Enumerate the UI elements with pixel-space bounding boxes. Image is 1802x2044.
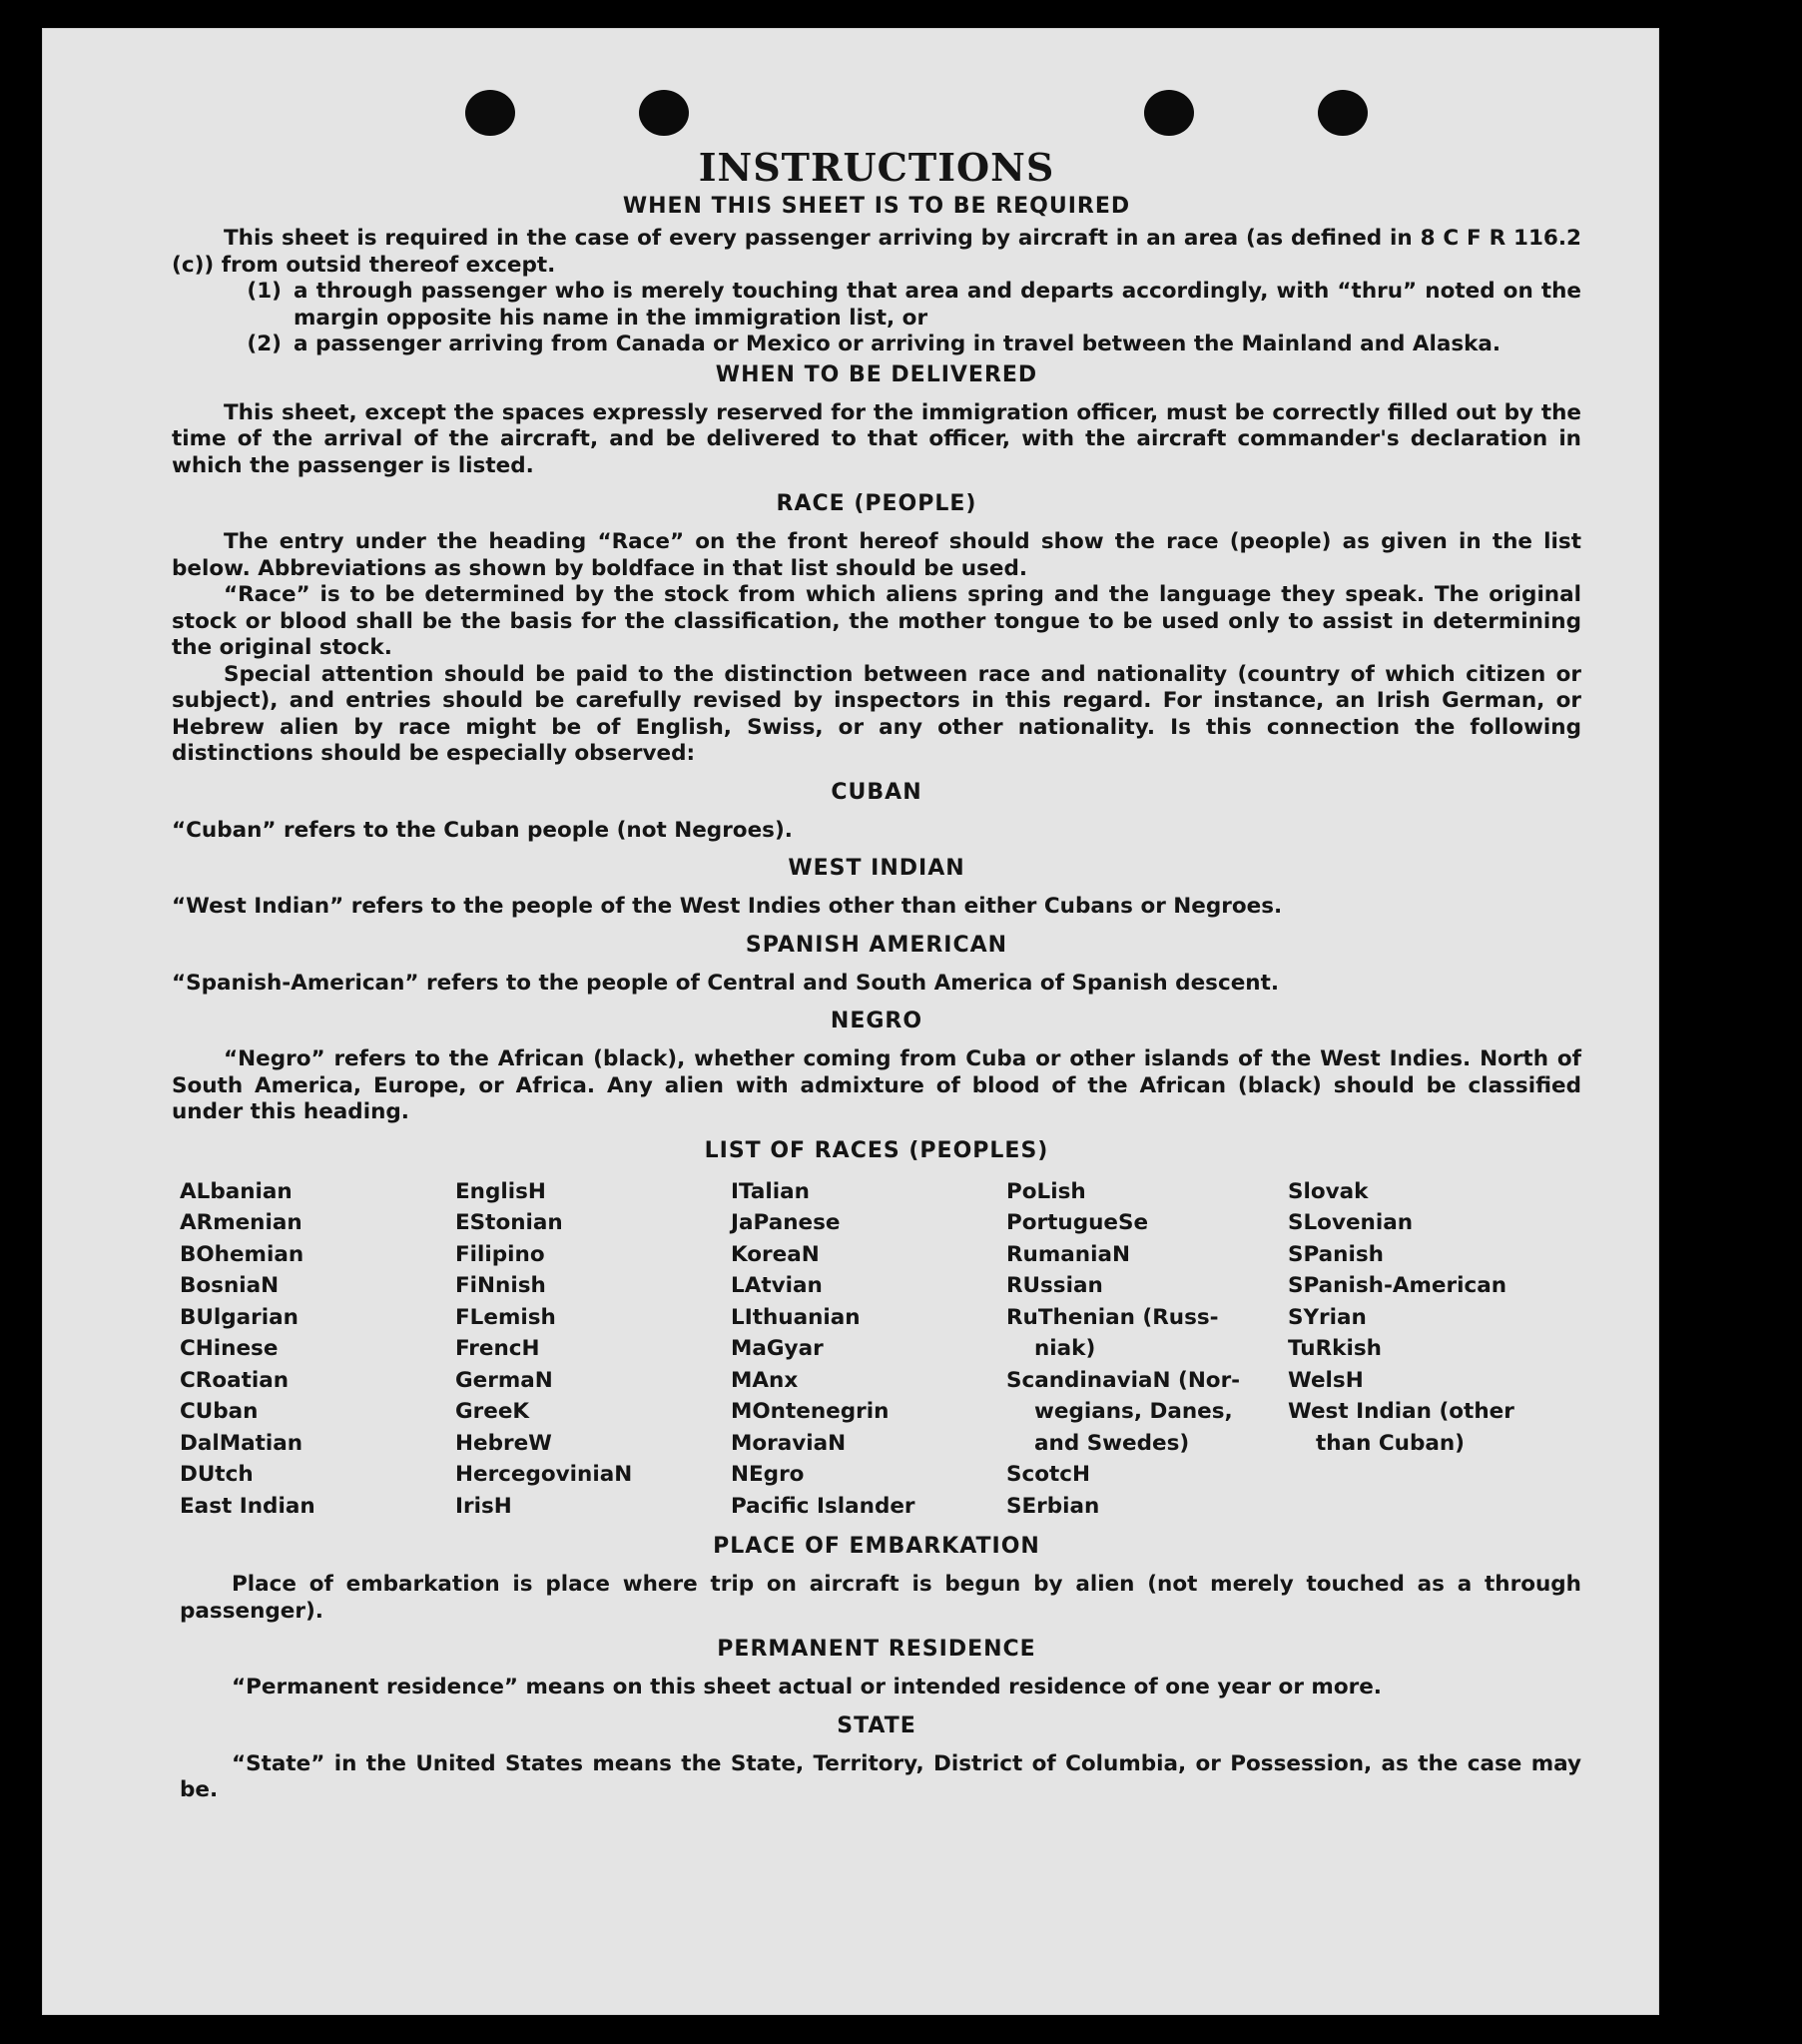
race-entry: and Swedes) — [1034, 1430, 1190, 1456]
race-entry — [1288, 1491, 1589, 1523]
race-entry: HercegoviniaN — [455, 1462, 633, 1487]
section-heading: STATE — [837, 1712, 916, 1738]
race-entry: RuThenian (Russ- — [1006, 1304, 1219, 1330]
section-paragraph: Special attention should be paid to the distinction between race and nationality (country of which citizen or subject), and entries should be carefully revised by inspectors in this regard. For instance, an Irish German, or Hebrew alien by race might be of English, Swiss, or any other nationality. Is this connection the following distinctions should be especially observed: — [172, 661, 1581, 766]
section-heading: WHEN THIS SHEET IS TO BE REQUIRED — [622, 194, 1131, 219]
section-heading: LIST OF RACES (PEOPLES) — [704, 1137, 1049, 1163]
punch-hole — [639, 90, 689, 136]
race-entry: SLovenian — [1288, 1210, 1414, 1235]
race-entry: ALbanian — [180, 1178, 293, 1204]
page-title: INSTRUCTIONS — [698, 145, 1055, 190]
punch-hole — [1144, 90, 1194, 136]
race-entry: EnglisH — [455, 1178, 546, 1204]
race-entry — [1288, 1459, 1589, 1491]
race-entry: NEgro — [731, 1462, 805, 1487]
race-entry: PortugueSe — [1006, 1210, 1149, 1235]
document-body — [172, 146, 1581, 1804]
section-paragraph: “Cuban” refers to the Cuban people (not Negroes). — [172, 817, 793, 843]
exception-number: (2) — [247, 332, 282, 356]
section-heading: RACE (PEOPLE) — [776, 491, 977, 516]
section-heading: CUBAN — [831, 779, 922, 805]
section-paragraph: “Permanent residence” means on this sheet actual or intended residence of one year or more. — [232, 1675, 1382, 1700]
race-entry: DalMatian — [180, 1430, 303, 1456]
race-entry: MoraviaN — [731, 1430, 847, 1456]
race-entry: BosniaN — [180, 1273, 280, 1298]
exception-item — [172, 332, 1581, 358]
race-entry: BOhemian — [180, 1241, 304, 1267]
race-entry: JaPanese — [731, 1210, 841, 1235]
exception-item — [172, 279, 1581, 332]
race-entry: LAtvian — [731, 1273, 823, 1298]
race-entry: CHinese — [180, 1336, 279, 1361]
race-entry: MOntenegrin — [731, 1399, 890, 1424]
race-entry: niak) — [1034, 1336, 1096, 1361]
race-entry: ITalian — [731, 1178, 810, 1204]
race-entry: than Cuban) — [1316, 1430, 1465, 1456]
section-paragraph: The entry under the heading “Race” on the front hereof should show the race (people) as given in the list below. Abbreviations as shown by boldface in that list should be used. — [172, 529, 1581, 581]
section-paragraph: “West Indian” refers to the people of the West Indies other than either Cubans or Negroes. — [172, 894, 1283, 919]
race-entry: EStonian — [455, 1210, 563, 1235]
section-paragraph: “Spanish-American” refers to the people of Central and South America of Spanish descent. — [172, 970, 1280, 996]
section-paragraph: Place of embarkation is place where trip on aircraft is begun by alien (not merely touched as a through passenger). — [180, 1572, 1581, 1624]
section-paragraph: “Race” is to be determined by the stock from which aliens spring and the language they speak. The original stock or blood shall be the basis for the classification, the mother tongue to be used only to assist in determining the original stock. — [172, 582, 1581, 660]
race-entry: ScandinaviaN (Nor- — [1006, 1367, 1241, 1393]
race-entry: FiNnish — [455, 1273, 546, 1298]
race-entry: FLemish — [455, 1304, 556, 1330]
race-entry: ARmenian — [180, 1210, 302, 1235]
race-entry: WelsH — [1288, 1367, 1364, 1393]
section-heading: NEGRO — [830, 1009, 923, 1033]
race-entry: CRoatian — [180, 1367, 290, 1393]
race-entry: Pacific Islander — [731, 1493, 915, 1519]
section-heading: SPANISH AMERICAN — [745, 932, 1008, 958]
race-entry: MAnx — [731, 1367, 799, 1393]
exception-text: a passenger arriving from Canada or Mexico or arriving in travel between the Mainland and Alaska. — [294, 332, 1502, 356]
race-entry: FrencH — [455, 1336, 540, 1361]
race-entry: SPanish — [1288, 1241, 1384, 1267]
punch-hole — [465, 90, 515, 136]
race-list — [180, 1176, 1581, 1523]
race-entry: SYrian — [1288, 1304, 1367, 1330]
race-entry: SErbian — [1006, 1493, 1100, 1519]
exception-number: (1) — [247, 279, 282, 304]
section-heading: PLACE OF EMBARKATION — [713, 1534, 1040, 1559]
race-entry: Slovak — [1288, 1178, 1369, 1204]
race-entry: MaGyar — [731, 1336, 824, 1361]
race-entry: West Indian (other — [1288, 1399, 1514, 1424]
race-entry: PoLish — [1006, 1178, 1086, 1204]
race-entry: SPanish-American — [1288, 1273, 1507, 1298]
exception-text: a through passenger who is merely touching that area and departs accordingly, with “thru” noted on the margin opposite his name in the immigration list, or — [294, 279, 1581, 331]
race-entry: LIthuanian — [731, 1304, 861, 1330]
section-paragraph: “State” in the United States means the State, Territory, District of Columbia, or Possession, as the case may be. — [180, 1750, 1581, 1802]
race-entry: RUssian — [1006, 1273, 1103, 1298]
race-entry: Filipino — [455, 1241, 545, 1267]
race-entry: GreeK — [455, 1399, 530, 1424]
race-entry: IrisH — [455, 1493, 512, 1519]
section-paragraph: “Negro” refers to the African (black), whether coming from Cuba or other islands of the West Indies. North of South America, Europe, or Africa. Any alien with admixture of blood of the African (black) should be classified under this heading. — [172, 1046, 1581, 1124]
race-entry: TuRkish — [1288, 1336, 1382, 1361]
section-paragraph: This sheet is required in the case of every passenger arriving by aircraft in an area (as defined in 8 C F R 116.2 (c)) from outsid thereof except. — [172, 226, 1581, 278]
section-heading: WHEN TO BE DELIVERED — [715, 361, 1038, 387]
section-heading: WEST INDIAN — [788, 856, 965, 881]
race-entry: CUban — [180, 1399, 259, 1424]
section-heading: PERMANENT RESIDENCE — [717, 1637, 1036, 1662]
race-entry: East Indian — [180, 1493, 315, 1519]
race-entry: KoreaN — [731, 1241, 820, 1267]
instruction-sheet — [42, 28, 1659, 2015]
punch-hole — [1318, 90, 1368, 136]
race-entry: RumaniaN — [1006, 1241, 1130, 1267]
race-entry: HebreW — [455, 1430, 552, 1456]
race-entry: BUlgarian — [180, 1304, 299, 1330]
race-entry: ScotcH — [1006, 1462, 1091, 1487]
race-entry: DUtch — [180, 1462, 254, 1487]
race-entry: wegians, Danes, — [1034, 1399, 1233, 1424]
section-paragraph: This sheet, except the spaces expressly reserved for the immigration officer, must be correctly filled out by the time of the arrival of the aircraft, and be delivered to that officer, with the aircraft commander's declaration in which the passenger is listed. — [172, 399, 1581, 478]
race-entry: GermaN — [455, 1367, 553, 1393]
